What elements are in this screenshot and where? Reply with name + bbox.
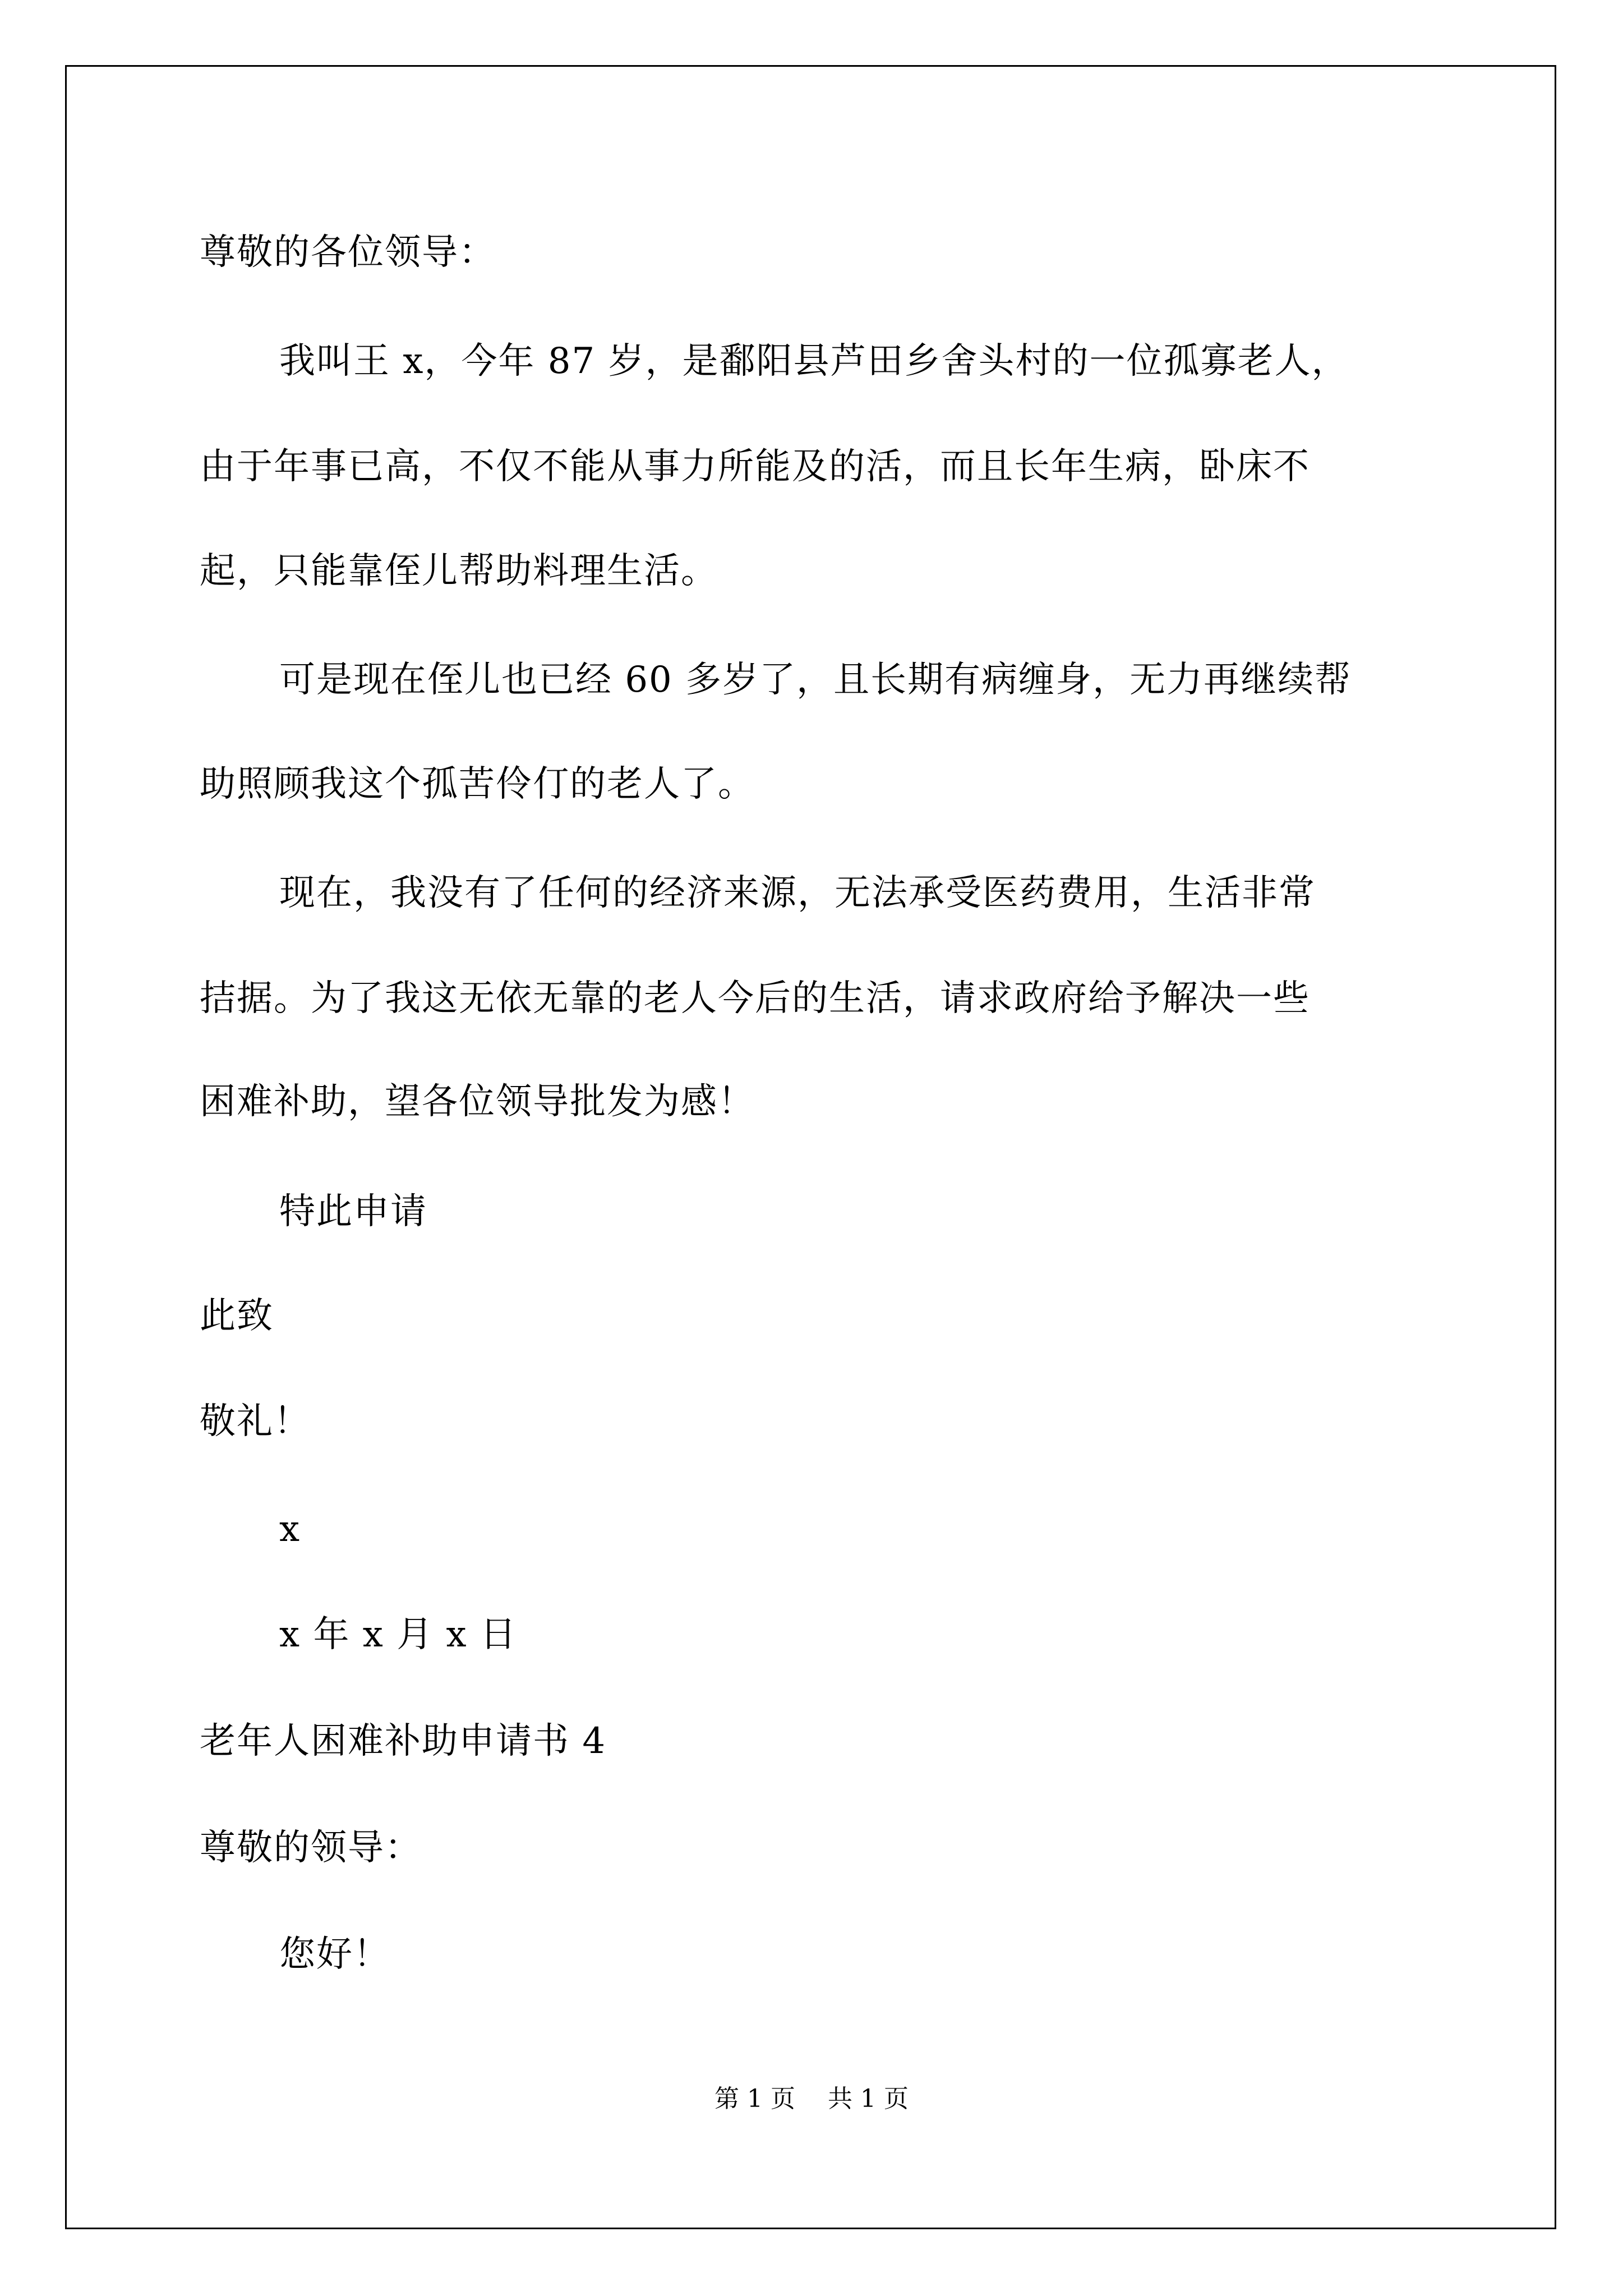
paragraph-1-line-3: 起，只能靠侄儿帮助料理生活。 bbox=[200, 550, 718, 592]
greeting: 您好！ bbox=[279, 1934, 390, 1975]
paragraph-3-line-1: 现在，我没有了任何的经济来源，无法承受医药费用，生活非常 bbox=[279, 872, 1316, 914]
paragraph-2-line-2: 助照顾我这个孤苦伶仃的老人了。 bbox=[200, 763, 755, 805]
closing-2: 敬礼！ bbox=[200, 1401, 311, 1442]
page-number-footer: 第 1 页 共 1 页 bbox=[714, 2085, 909, 2113]
page-border bbox=[65, 65, 1556, 2229]
salutation-2: 尊敬的领导： bbox=[200, 1827, 422, 1869]
paragraph-1-line-1: 我叫王 x，今年 87 岁，是鄱阳县芦田乡舍头村的一位孤寡老人， bbox=[279, 341, 1349, 382]
paragraph-2-line-1: 可是现在侄儿也已经 60 多岁了，且长期有病缠身，无力再继续帮 bbox=[279, 659, 1352, 701]
salutation: 尊敬的各位领导： bbox=[200, 232, 496, 273]
section-title: 老年人困难补助申请书 4 bbox=[200, 1720, 607, 1762]
closing-1: 此致 bbox=[200, 1295, 274, 1337]
signature: x bbox=[279, 1508, 301, 1550]
paragraph-1-line-2: 由于年事已高，不仅不能从事力所能及的活，而且长年生病，卧床不 bbox=[200, 446, 1310, 487]
paragraph-3-line-3: 困难补助，望各位领导批发为感！ bbox=[200, 1081, 755, 1122]
date: x 年 x 月 x 日 bbox=[279, 1614, 517, 1655]
closing-request: 特此申请 bbox=[279, 1191, 427, 1232]
paragraph-3-line-2: 拮据。为了我这无依无靠的老人今后的生活，请求政府给予解决一些 bbox=[200, 978, 1310, 1019]
